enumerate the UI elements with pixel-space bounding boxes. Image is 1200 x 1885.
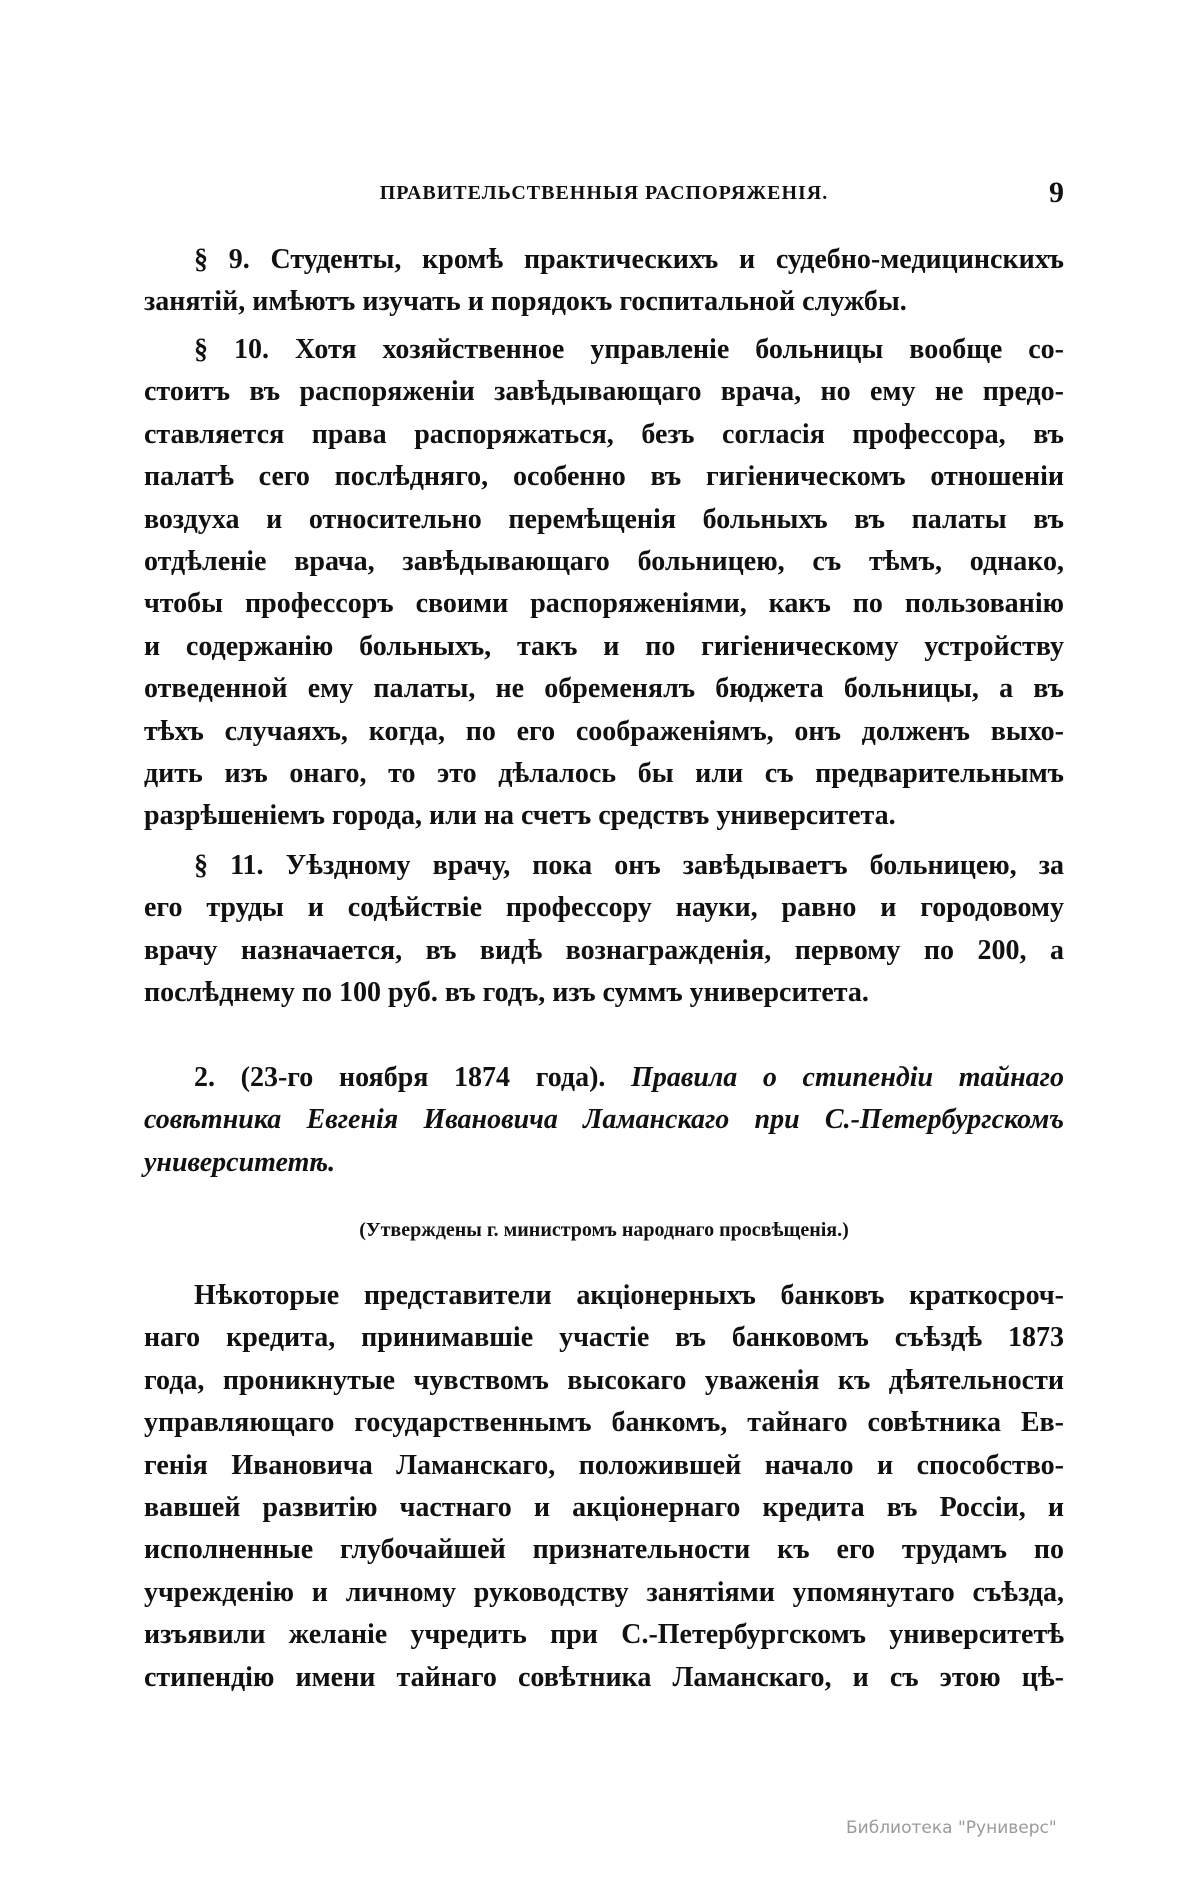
body-paragraph xyxy=(144,1275,1064,1699)
item-title: Правила о стипендіи тайнаго xyxy=(631,1062,1064,1093)
text-line: занятій, имѣютъ изучать и порядокъ госпитальной службы. xyxy=(144,286,907,318)
item-heading-line xyxy=(144,1057,1064,1099)
paragraph-section-9 xyxy=(144,239,1064,324)
text-line: вавшей развитію частнаго и акціонернаго кредита въ Россіи, и xyxy=(144,1491,1064,1523)
paragraph-section-10 xyxy=(144,329,1064,838)
text-line: разрѣшеніемъ города, или на счетъ средствъ университета. xyxy=(144,800,896,832)
text-line: генія Ивановича Ламанскаго, положившей начало и способство- xyxy=(144,1449,1064,1481)
text-line: исполненные глубочайшей признательности къ его трудамъ по xyxy=(144,1534,1064,1566)
text-line: и содержанію больныхъ, такъ и по гигіеническому устройству xyxy=(144,630,1064,662)
page-number: 9 xyxy=(1049,176,1064,209)
library-watermark: Библиотека "Руниверс" xyxy=(846,1818,1057,1838)
text-line: тѣхъ случаяхъ, когда, по его соображеніямъ, онъ долженъ выхо- xyxy=(144,715,1064,747)
text-line: стоитъ въ распоряженіи завѣдывающаго врача, но ему не предо- xyxy=(144,376,1064,408)
text-line: палатѣ сего послѣдняго, особенно въ гигіеническомъ отношеніи xyxy=(144,461,1064,493)
text-line: отведенной ему палаты, не обременялъ бюджета больницы, а въ xyxy=(144,673,1064,705)
text-line: воздуха и относительно перемѣщенія больныхъ въ палаты въ xyxy=(144,503,1064,535)
text-line: чтобы профессоръ своими распоряженіями, какъ по пользованію xyxy=(144,588,1064,620)
item-title-line: университетѣ. xyxy=(144,1146,336,1178)
text-line: § 11. Уѣздному врачу, пока онъ завѣдываетъ больницею, за xyxy=(194,850,1064,881)
text-line: учрежденію и личному руководству занятіями упомянутаго съѣзда, xyxy=(144,1576,1064,1608)
text-line: врачу назначается, въ видѣ вознагражденія, первому по 200, а xyxy=(144,934,1064,966)
text-line: отдѣленіе врача, завѣдывающаго больницею, съ тѣмъ, однако, xyxy=(144,545,1064,577)
text-line: § 9. Студенты, кромѣ практическихъ и судебно-медицинскихъ xyxy=(194,244,1064,275)
text-line: управляющаго государственнымъ банкомъ, тайнаго совѣтника Ев- xyxy=(144,1407,1064,1439)
text-line: ставляется права распоряжаться, безъ согласія профессора, въ xyxy=(144,418,1064,450)
running-header xyxy=(144,176,1064,210)
text-line: § 10. Хотя хозяйственное управленіе больницы вообще со- xyxy=(194,334,1064,365)
item-heading xyxy=(144,1057,1064,1184)
text-line: стипендію имени тайнаго совѣтника Ламанскаго, и съ этою цѣ- xyxy=(144,1661,1064,1693)
item-prefix: 2. (23-го ноября 1874 года). xyxy=(194,1062,632,1093)
text-line: послѣднему по 100 руб. въ годъ, изъ суммъ университета. xyxy=(144,977,869,1009)
running-title: ПРАВИТЕЛЬСТВЕННЫЯ РАСПОРЯЖЕНІЯ. xyxy=(379,182,829,204)
approval-caption: (Утверждены г. министромъ народнаго просвѣщенія.) xyxy=(359,1219,849,1241)
paragraph-section-11 xyxy=(144,845,1064,1015)
text-line: дить изъ онаго, то это дѣлалось бы или съ предварительнымъ xyxy=(144,757,1064,789)
text-line: его труды и содѣйствіе профессору науки, равно и городовому xyxy=(144,892,1064,924)
text-line: изъявили желаніе учредить при С.-Петербургскомъ университетѣ xyxy=(144,1619,1064,1651)
text-line: Нѣкоторые представители акціонерныхъ банковъ краткосроч- xyxy=(194,1280,1064,1311)
item-title-line: совѣтника Евгенія Ивановича Ламанскаго при С.-Петербургскомъ xyxy=(144,1104,1064,1136)
text-line: года, проникнутые чувствомъ высокаго уваженія къ дѣятельности xyxy=(144,1364,1064,1396)
text-line: наго кредита, принимавшіе участіе въ банковомъ съѣздѣ 1873 xyxy=(144,1322,1064,1354)
